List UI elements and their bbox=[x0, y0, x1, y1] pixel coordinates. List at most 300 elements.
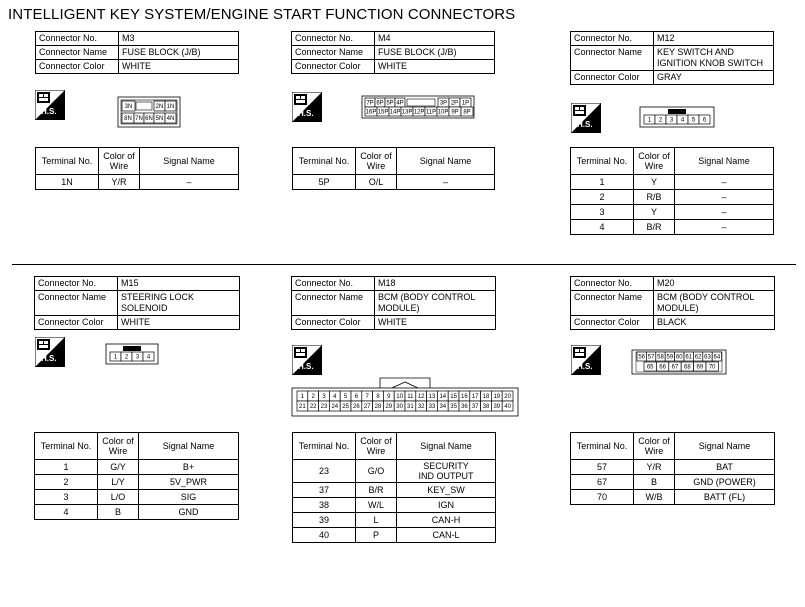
pin-61 bbox=[684, 352, 693, 361]
wire-color-cell: W/B bbox=[634, 490, 675, 505]
wire-color-header: Color of Wire bbox=[99, 148, 140, 175]
connector-color-row bbox=[292, 60, 495, 74]
pin-5 bbox=[340, 391, 351, 401]
pin-7 bbox=[362, 391, 373, 401]
connector-color-value: WHITE bbox=[118, 316, 240, 330]
pin-58 bbox=[656, 352, 665, 361]
svg-text:58: 58 bbox=[657, 354, 664, 361]
svg-text:29: 29 bbox=[385, 404, 393, 410]
connector-no-label: Connector No. bbox=[35, 277, 118, 291]
terminal-no-header: Terminal No. bbox=[35, 433, 98, 460]
svg-text:60: 60 bbox=[675, 354, 683, 361]
connector-no-value: M18 bbox=[375, 277, 496, 291]
pin-6N bbox=[144, 113, 154, 123]
terminal-no-cell: 1N bbox=[36, 175, 99, 190]
terminal-no-cell: 4 bbox=[571, 220, 634, 235]
signal-name-cell: B+ bbox=[139, 460, 239, 475]
signal-name-cell: 5V_PWR bbox=[139, 475, 239, 490]
signal-name-cell: GND bbox=[139, 505, 239, 520]
connector-name-value: BCM (BODY CONTROL MODULE) bbox=[375, 291, 496, 316]
svg-text:1: 1 bbox=[300, 394, 305, 400]
connector-no-row bbox=[35, 277, 240, 291]
wire-color-header: Color of Wire bbox=[356, 433, 397, 460]
table-row bbox=[571, 490, 775, 505]
connector-name-value: FUSE BLOCK (J/B) bbox=[119, 46, 239, 60]
svg-text:15P: 15P bbox=[377, 109, 389, 116]
wire-color-cell: Y/R bbox=[99, 175, 140, 190]
wire-color-cell: W/L bbox=[356, 498, 397, 513]
svg-text:1P: 1P bbox=[461, 100, 470, 107]
svg-text:4: 4 bbox=[146, 354, 151, 361]
svg-text:61: 61 bbox=[685, 354, 693, 361]
pin-15 bbox=[448, 391, 459, 401]
pin-11 bbox=[405, 391, 416, 401]
connector-face-diagram bbox=[106, 344, 158, 364]
terminal-no-cell: 67 bbox=[571, 475, 634, 490]
wire-color-cell: Y bbox=[634, 205, 675, 220]
pin-13 bbox=[427, 391, 438, 401]
wire-color-cell: Y bbox=[634, 175, 675, 190]
connector-name-label: Connector Name bbox=[292, 46, 375, 60]
wire-color-cell: L/O bbox=[98, 490, 139, 505]
table-row bbox=[571, 205, 774, 220]
connector-color-row bbox=[35, 316, 240, 330]
signal-name-cell: – bbox=[675, 220, 774, 235]
connector-no-row bbox=[292, 277, 496, 291]
pin-20 bbox=[502, 391, 513, 401]
pin-11P bbox=[425, 107, 437, 116]
table-row bbox=[35, 505, 239, 520]
svg-text:5: 5 bbox=[691, 117, 696, 124]
connector-name-value: STEERING LOCK SOLENOID bbox=[118, 291, 240, 316]
connector-no-label: Connector No. bbox=[571, 277, 654, 291]
wire-color-cell: O/L bbox=[356, 175, 397, 190]
hs-harness-side-icon bbox=[35, 337, 65, 367]
pin-34 bbox=[437, 401, 448, 411]
hs-harness-side-icon bbox=[571, 345, 601, 375]
pin-22 bbox=[308, 401, 319, 411]
wire-color-cell: L bbox=[356, 513, 397, 528]
connector-face-diagram bbox=[292, 376, 518, 418]
svg-text:23: 23 bbox=[320, 404, 328, 410]
connector-no-label: Connector No. bbox=[292, 277, 375, 291]
svg-text:38: 38 bbox=[482, 404, 490, 410]
svg-text:21: 21 bbox=[299, 404, 306, 410]
pin-65 bbox=[644, 362, 656, 371]
table-header-row bbox=[571, 148, 774, 175]
svg-text:13: 13 bbox=[428, 394, 436, 400]
signal-name-cell: KEY_SW bbox=[397, 483, 496, 498]
svg-text:1: 1 bbox=[113, 354, 118, 361]
pin-9P bbox=[449, 107, 461, 116]
pin-66 bbox=[656, 362, 668, 371]
table-header-row bbox=[293, 148, 495, 175]
table-row bbox=[293, 498, 496, 513]
svg-text:8N: 8N bbox=[124, 116, 132, 122]
hs-harness-side-icon bbox=[571, 103, 601, 133]
signal-name-header: Signal Name bbox=[139, 433, 239, 460]
svg-text:3: 3 bbox=[135, 354, 140, 361]
svg-text:25: 25 bbox=[342, 404, 349, 410]
svg-text:37: 37 bbox=[471, 404, 479, 410]
table-header-row bbox=[293, 433, 496, 460]
pin-3 bbox=[319, 391, 330, 401]
table-row bbox=[571, 190, 774, 205]
connector-name-row bbox=[36, 46, 239, 60]
svg-text:3: 3 bbox=[322, 394, 326, 400]
terminal-signal-table bbox=[292, 147, 495, 190]
table-row bbox=[571, 220, 774, 235]
svg-text:56: 56 bbox=[638, 354, 646, 361]
svg-text:7N: 7N bbox=[135, 116, 143, 122]
terminal-no-cell: 40 bbox=[293, 528, 356, 543]
pin-68 bbox=[681, 362, 693, 371]
signal-name-cell: SECURITY IND OUTPUT bbox=[397, 460, 496, 483]
terminal-no-cell: 70 bbox=[571, 490, 634, 505]
svg-text:3P: 3P bbox=[439, 100, 448, 107]
terminal-no-cell: 1 bbox=[571, 175, 634, 190]
table-header-row bbox=[35, 433, 239, 460]
pin-21 bbox=[297, 401, 308, 411]
svg-text:2P: 2P bbox=[450, 100, 459, 107]
pin-10P bbox=[437, 107, 449, 116]
connector-color-value: WHITE bbox=[119, 60, 239, 74]
table-row bbox=[571, 460, 775, 475]
svg-text:17: 17 bbox=[471, 394, 479, 400]
svg-text:18: 18 bbox=[482, 394, 490, 400]
pin-4P bbox=[395, 98, 405, 107]
table-row bbox=[293, 483, 496, 498]
pin-1P bbox=[460, 98, 471, 107]
svg-text:32: 32 bbox=[417, 404, 425, 410]
table-row bbox=[36, 175, 239, 190]
connector-face-diagram bbox=[640, 107, 714, 127]
pin-3 bbox=[666, 115, 677, 124]
table-row bbox=[293, 460, 496, 483]
svg-text:28: 28 bbox=[374, 404, 382, 410]
svg-text:65: 65 bbox=[646, 364, 654, 371]
connector-color-row bbox=[571, 71, 774, 85]
signal-name-header: Signal Name bbox=[675, 148, 774, 175]
connector-color-row bbox=[292, 316, 496, 330]
svg-text:7: 7 bbox=[365, 394, 369, 400]
pin-8 bbox=[373, 391, 384, 401]
table-row bbox=[35, 460, 239, 475]
pin-8N bbox=[122, 113, 134, 123]
wire-color-cell: L/Y bbox=[98, 475, 139, 490]
pin-24 bbox=[329, 401, 340, 411]
connector-color-row bbox=[36, 60, 239, 74]
wire-color-cell: G/Y bbox=[98, 460, 139, 475]
connector-name-row bbox=[292, 291, 496, 316]
table-row bbox=[293, 528, 496, 543]
svg-text:6: 6 bbox=[702, 117, 707, 124]
connector-no-value: M3 bbox=[119, 32, 239, 46]
pin-70 bbox=[706, 362, 718, 371]
connector-name-value: FUSE BLOCK (J/B) bbox=[375, 46, 495, 60]
pin-60 bbox=[675, 352, 684, 361]
svg-text:4: 4 bbox=[680, 117, 685, 124]
connector-color-label: Connector Color bbox=[35, 316, 118, 330]
wire-color-header: Color of Wire bbox=[634, 433, 675, 460]
table-row bbox=[571, 475, 775, 490]
hs-label: H.S. bbox=[41, 107, 57, 116]
terminal-signal-table bbox=[570, 432, 775, 505]
connector-no-row bbox=[571, 32, 774, 46]
table-row bbox=[293, 513, 496, 528]
svg-text:36: 36 bbox=[461, 404, 468, 410]
pin-10 bbox=[394, 391, 405, 401]
svg-text:33: 33 bbox=[428, 404, 436, 410]
connector-no-label: Connector No. bbox=[292, 32, 375, 46]
connector-color-label: Connector Color bbox=[292, 316, 375, 330]
pin-1 bbox=[110, 352, 121, 361]
svg-text:66: 66 bbox=[659, 364, 666, 371]
pin-5N bbox=[154, 113, 165, 123]
terminal-no-cell: 2 bbox=[571, 190, 634, 205]
pin-23 bbox=[319, 401, 330, 411]
svg-text:26: 26 bbox=[353, 404, 360, 410]
wire-color-header: Color of Wire bbox=[98, 433, 139, 460]
svg-text:35: 35 bbox=[450, 404, 457, 410]
pin-6P bbox=[375, 98, 385, 107]
pin-4 bbox=[677, 115, 688, 124]
svg-text:5: 5 bbox=[343, 394, 348, 400]
signal-name-cell: – bbox=[140, 175, 239, 190]
svg-text:14P: 14P bbox=[389, 109, 401, 116]
connector-info-table bbox=[34, 276, 240, 330]
pin-25 bbox=[340, 401, 351, 411]
svg-text:3N: 3N bbox=[124, 104, 133, 110]
svg-text:62: 62 bbox=[694, 354, 702, 361]
connector-color-row bbox=[571, 316, 775, 330]
svg-text:3: 3 bbox=[669, 117, 674, 124]
svg-text:2: 2 bbox=[311, 394, 315, 400]
svg-text:39: 39 bbox=[493, 404, 501, 410]
pin-27 bbox=[362, 401, 373, 411]
terminal-signal-table bbox=[34, 432, 239, 520]
terminal-no-cell: 1 bbox=[35, 460, 98, 475]
pin-1 bbox=[297, 391, 308, 401]
svg-text:2: 2 bbox=[658, 117, 663, 124]
svg-text:9P: 9P bbox=[451, 109, 459, 116]
connector-color-label: Connector Color bbox=[292, 60, 375, 74]
connector-face-diagram bbox=[632, 350, 726, 374]
table-header-row bbox=[571, 433, 775, 460]
connector-name-label: Connector Name bbox=[36, 46, 119, 60]
svg-text:22: 22 bbox=[309, 404, 317, 410]
svg-text:6: 6 bbox=[354, 394, 359, 400]
svg-text:9: 9 bbox=[387, 394, 391, 400]
pin-5P bbox=[385, 98, 395, 107]
connector-face-diagram bbox=[362, 96, 474, 118]
table-row bbox=[293, 175, 495, 190]
pin-2 bbox=[121, 352, 132, 361]
svg-text:16P: 16P bbox=[365, 109, 377, 116]
connector-name-row bbox=[292, 46, 495, 60]
svg-text:19: 19 bbox=[493, 394, 501, 400]
pin-1 bbox=[644, 115, 655, 124]
signal-name-cell: – bbox=[675, 205, 774, 220]
pin-69 bbox=[694, 362, 706, 371]
terminal-signal-table bbox=[35, 147, 239, 190]
svg-text:31: 31 bbox=[407, 404, 414, 410]
terminal-no-cell: 23 bbox=[293, 460, 356, 483]
svg-text:8P: 8P bbox=[463, 109, 471, 116]
terminal-no-cell: 3 bbox=[571, 205, 634, 220]
svg-text:68: 68 bbox=[684, 364, 691, 371]
connector-no-label: Connector No. bbox=[36, 32, 119, 46]
signal-name-cell: – bbox=[675, 190, 774, 205]
svg-text:6N: 6N bbox=[145, 116, 153, 122]
connector-info-table bbox=[291, 276, 496, 330]
pin-14 bbox=[437, 391, 448, 401]
svg-text:4N: 4N bbox=[166, 116, 175, 122]
pin-37 bbox=[470, 401, 481, 411]
pin-1N bbox=[165, 101, 176, 111]
terminal-no-cell: 38 bbox=[293, 498, 356, 513]
pin-32 bbox=[416, 401, 427, 411]
pin-63 bbox=[703, 352, 712, 361]
pin-14P bbox=[389, 107, 401, 116]
svg-text:64: 64 bbox=[713, 354, 721, 361]
svg-text:70: 70 bbox=[708, 364, 716, 371]
wire-color-cell: B/R bbox=[634, 220, 675, 235]
hs-harness-side-icon bbox=[292, 92, 322, 122]
connector-color-value: BLACK bbox=[654, 316, 775, 330]
wire-color-cell: R/B bbox=[634, 190, 675, 205]
terminal-no-header: Terminal No. bbox=[293, 148, 356, 175]
pin-12 bbox=[416, 391, 427, 401]
connector-color-value: WHITE bbox=[375, 316, 496, 330]
terminal-no-header: Terminal No. bbox=[293, 433, 356, 460]
pin-62 bbox=[693, 352, 702, 361]
connector-name-label: Connector Name bbox=[35, 291, 118, 316]
connector-info-table bbox=[291, 31, 495, 74]
pin-12P bbox=[413, 107, 425, 116]
svg-text:34: 34 bbox=[439, 404, 447, 410]
wire-color-header: Color of Wire bbox=[634, 148, 675, 175]
wire-color-cell: B bbox=[634, 475, 675, 490]
pin-4N bbox=[165, 113, 176, 123]
pin-2 bbox=[655, 115, 666, 124]
pin-39 bbox=[491, 401, 502, 411]
pin-3 bbox=[132, 352, 143, 361]
hs-label: H.S. bbox=[298, 362, 314, 371]
connector-no-value: M12 bbox=[654, 32, 774, 46]
table-row bbox=[571, 175, 774, 190]
wire-color-cell: G/O bbox=[356, 460, 397, 483]
svg-text:8: 8 bbox=[376, 394, 380, 400]
signal-name-cell: CAN-L bbox=[397, 528, 496, 543]
pin-13P bbox=[401, 107, 413, 116]
svg-text:16: 16 bbox=[461, 394, 468, 400]
connector-name-value: BCM (BODY CONTROL MODULE) bbox=[654, 291, 775, 316]
terminal-no-header: Terminal No. bbox=[571, 148, 634, 175]
pin-15P bbox=[377, 107, 389, 116]
signal-name-cell: BAT bbox=[675, 460, 775, 475]
pin-26 bbox=[351, 401, 362, 411]
pin-35 bbox=[448, 401, 459, 411]
svg-text:12: 12 bbox=[417, 394, 425, 400]
svg-text:67: 67 bbox=[671, 364, 679, 371]
connector-color-label: Connector Color bbox=[36, 60, 119, 74]
table-header-row bbox=[36, 148, 239, 175]
pin-16P bbox=[365, 107, 377, 116]
connector-color-value: WHITE bbox=[375, 60, 495, 74]
svg-text:4: 4 bbox=[333, 394, 337, 400]
svg-text:14: 14 bbox=[439, 394, 447, 400]
signal-name-cell: – bbox=[675, 175, 774, 190]
signal-name-header: Signal Name bbox=[397, 433, 496, 460]
connector-color-label: Connector Color bbox=[571, 71, 654, 85]
terminal-no-cell: 39 bbox=[293, 513, 356, 528]
pin-33 bbox=[427, 401, 438, 411]
hs-label: H.S. bbox=[577, 120, 593, 129]
connector-no-value: M4 bbox=[375, 32, 495, 46]
svg-text:6P: 6P bbox=[376, 100, 384, 107]
pin-6 bbox=[699, 115, 710, 124]
hs-harness-side-icon bbox=[35, 90, 65, 120]
pin-16 bbox=[459, 391, 470, 401]
hs-harness-side-icon bbox=[292, 345, 322, 375]
svg-text:12P: 12P bbox=[413, 109, 425, 116]
connector-name-row bbox=[571, 46, 774, 71]
svg-text:57: 57 bbox=[647, 354, 655, 361]
connector-no-value: M20 bbox=[654, 277, 775, 291]
svg-text:59: 59 bbox=[666, 354, 674, 361]
svg-text:15: 15 bbox=[450, 394, 457, 400]
signal-name-header: Signal Name bbox=[675, 433, 775, 460]
svg-text:11P: 11P bbox=[425, 109, 437, 116]
terminal-no-cell: 3 bbox=[35, 490, 98, 505]
pin-67 bbox=[669, 362, 681, 371]
wire-color-cell: B/R bbox=[356, 483, 397, 498]
signal-name-cell: GND (POWER) bbox=[675, 475, 775, 490]
connector-name-label: Connector Name bbox=[571, 46, 654, 71]
connector-no-row bbox=[571, 277, 775, 291]
signal-name-cell: BATT (FL) bbox=[675, 490, 775, 505]
pin-2P bbox=[449, 98, 460, 107]
svg-text:30: 30 bbox=[396, 404, 403, 410]
terminal-no-cell: 57 bbox=[571, 460, 634, 475]
svg-text:69: 69 bbox=[696, 364, 704, 371]
svg-text:63: 63 bbox=[704, 354, 711, 361]
pin-7P bbox=[365, 98, 375, 107]
pin-40 bbox=[502, 401, 513, 411]
pin-38 bbox=[481, 401, 492, 411]
pin-17 bbox=[470, 391, 481, 401]
svg-text:2N: 2N bbox=[155, 104, 164, 110]
section-divider bbox=[12, 264, 796, 265]
table-row bbox=[35, 490, 239, 505]
signal-name-header: Signal Name bbox=[397, 148, 495, 175]
pin-4 bbox=[143, 352, 154, 361]
hs-label: H.S. bbox=[298, 109, 314, 118]
pin-4 bbox=[329, 391, 340, 401]
pin-6 bbox=[351, 391, 362, 401]
connector-color-label: Connector Color bbox=[571, 316, 654, 330]
connector-info-table bbox=[35, 31, 239, 74]
connector-name-row bbox=[571, 291, 775, 316]
wire-color-cell: Y/R bbox=[634, 460, 675, 475]
svg-text:10P: 10P bbox=[437, 109, 449, 116]
signal-name-cell: CAN-H bbox=[397, 513, 496, 528]
pin-30 bbox=[394, 401, 405, 411]
svg-text:11: 11 bbox=[407, 394, 414, 400]
terminal-no-cell: 5P bbox=[293, 175, 356, 190]
pin-31 bbox=[405, 401, 416, 411]
